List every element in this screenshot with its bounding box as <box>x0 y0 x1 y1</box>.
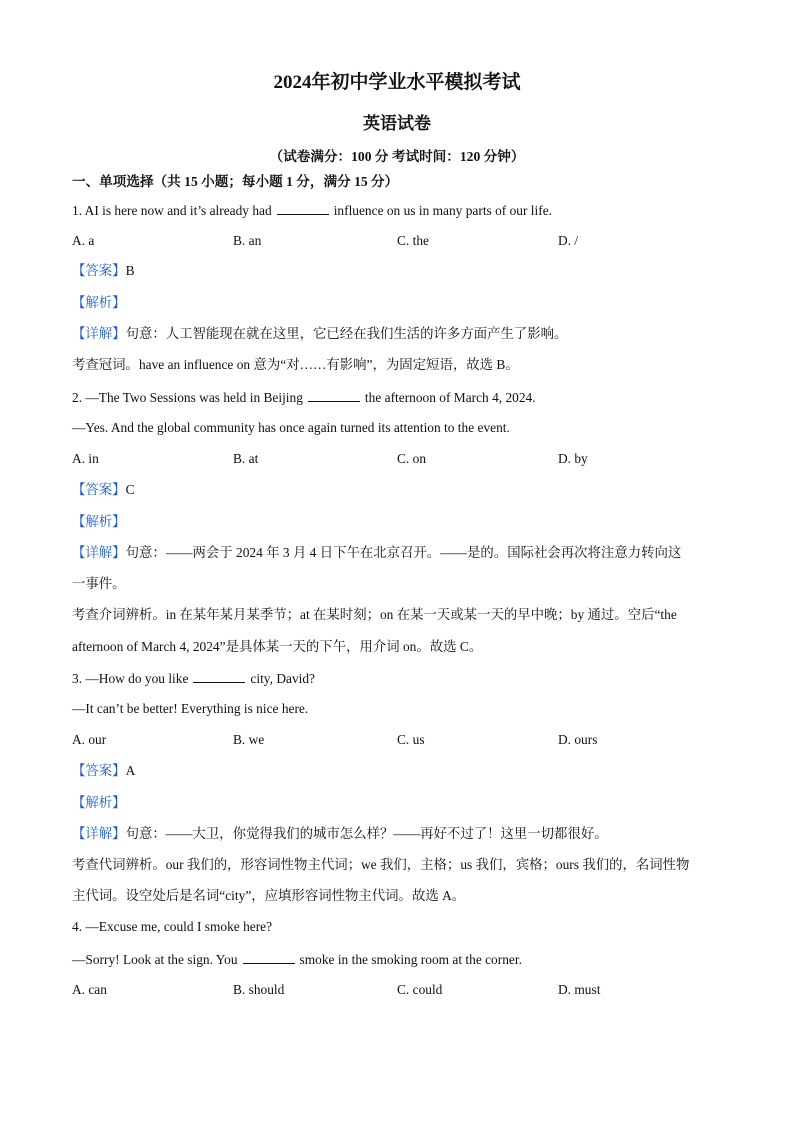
section-heading: 一、单项选择（共 15 小题；每小题 1 分，满分 15 分） <box>72 174 399 189</box>
q2-detail: 【详解】句意：——两会于 2024 年 3 月 4 日下午在北京召开。——是的。国际社会再次将注意力转向这 <box>72 545 682 560</box>
question-1-stem: 1. AI is here now and it’s already had influence on us in many parts of our life. <box>72 203 552 218</box>
question-4-reply: —Sorry! Look at the sign. You smoke in the smoking room at the corner. <box>72 952 522 967</box>
q3-explain: 考查代词辨析。our 我们的，形容词性物主代词；we 我们，主格；us 我们，宾格；ours 我们的，名词性物 <box>72 857 690 872</box>
q1-analysis-label: 【解析】 <box>72 295 126 310</box>
question-3-reply: —It can’t be better! Everything is nice here. <box>72 701 309 716</box>
q3-option-d: D. ours <box>558 732 598 747</box>
q1-detail: 【详解】句意：人工智能现在就在这里，它已经在我们生活的许多方面产生了影响。 <box>72 326 568 341</box>
exam-meta: （试卷满分：100 分 考试时间：120 分钟） <box>269 149 525 164</box>
exam-subtitle: 英语试卷 <box>363 114 431 133</box>
answer-blank <box>308 388 360 402</box>
q4-option-b: B. should <box>233 982 285 997</box>
q2-option-c: C. on <box>397 451 427 466</box>
q1-option-a: A. a <box>72 233 95 248</box>
answer-blank <box>243 950 295 964</box>
question-2-reply: —Yes. And the global community has once again turned its attention to the event. <box>72 420 510 435</box>
q4-option-c: C. could <box>397 982 443 997</box>
q2-explain: 考查介词辨析。in 在某年某月某季节；at 在某时刻；on 在某一天或某一天的早中晚；by 通过。空后“the <box>72 607 677 622</box>
q2-option-b: B. at <box>233 451 259 466</box>
q1-answer: 【答案】B <box>72 263 135 278</box>
q2-answer: 【答案】C <box>72 482 135 497</box>
answer-blank <box>277 201 329 215</box>
q1-option-d: D. / <box>558 233 579 248</box>
q2-detail-cont: 一事件。 <box>72 576 126 591</box>
q3-explain-cont: 主代词。设空处后是名词“city”，应填形容词性物主代词。故选 A。 <box>72 888 466 903</box>
q4-option-a: A. can <box>72 982 107 997</box>
q1-explain: 考查冠词。have an influence on 意为“对……有影响”，为固定短语，故选 B。 <box>72 357 519 372</box>
q4-option-d: D. must <box>558 982 601 997</box>
q1-option-b: B. an <box>233 233 262 248</box>
exam-title: 2024年初中学业水平模拟考试 <box>273 72 521 93</box>
q1-option-c: C. the <box>397 233 429 248</box>
q3-option-b: B. we <box>233 732 265 747</box>
q3-detail: 【详解】句意：——大卫，你觉得我们的城市怎么样？——再好不过了！这里一切都很好。 <box>72 826 608 841</box>
question-4-stem: 4. —Excuse me, could I smoke here? <box>72 919 273 934</box>
q2-analysis-label: 【解析】 <box>72 514 126 529</box>
q3-option-c: C. us <box>397 732 425 747</box>
question-3-stem: 3. —How do you like city, David? <box>72 671 315 686</box>
answer-blank <box>193 669 245 683</box>
q2-option-a: A. in <box>72 451 99 466</box>
question-2-stem: 2. —The Two Sessions was held in Beijing the afternoon of March 4, 2024. <box>72 390 536 405</box>
q3-answer: 【答案】A <box>72 763 136 778</box>
q3-option-a: A. our <box>72 732 107 747</box>
q2-explain-cont: afternoon of March 4, 2024”是具体某一天的下午，用介词 on。故选 C。 <box>72 639 483 654</box>
q2-option-d: D. by <box>558 451 588 466</box>
q3-analysis-label: 【解析】 <box>72 795 126 810</box>
